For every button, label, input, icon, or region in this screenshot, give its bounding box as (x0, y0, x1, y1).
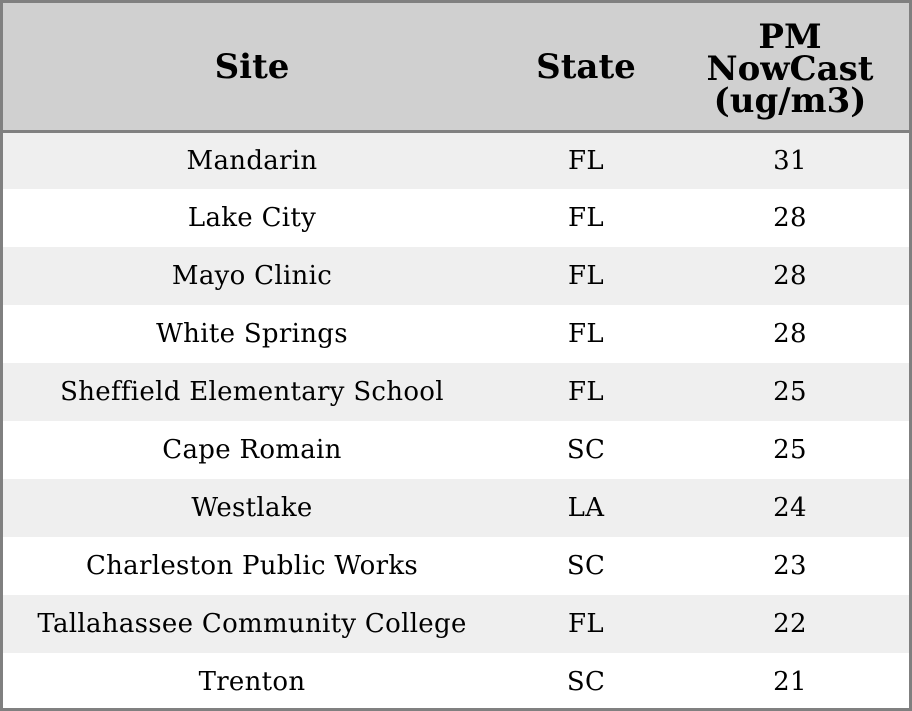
header-pm-line-1: PM (758, 16, 822, 57)
header-site (3, 3, 501, 132)
cell-state: FL (501, 305, 671, 363)
table-row (3, 363, 909, 421)
cell-state: SC (501, 653, 671, 711)
table-header (3, 3, 909, 132)
header-state-label: State (536, 46, 636, 87)
table-row (3, 537, 909, 595)
cell-pm-nowcast: 24 (671, 479, 909, 537)
cell-state: FL (501, 189, 671, 247)
header-row (3, 3, 909, 132)
table-row (3, 479, 909, 537)
table-row (3, 421, 909, 479)
cell-state: SC (501, 421, 671, 479)
table-row (3, 132, 909, 190)
cell-pm-nowcast: 22 (671, 595, 909, 653)
cell-site: Cape Romain (3, 421, 501, 479)
cell-site: Lake City (3, 189, 501, 247)
cell-pm-nowcast: 28 (671, 189, 909, 247)
cell-pm-nowcast: 23 (671, 537, 909, 595)
cell-pm-nowcast: 28 (671, 247, 909, 305)
header-pm-line-3: (ug/m3) (713, 80, 867, 121)
table-row (3, 247, 909, 305)
cell-site: Trenton (3, 653, 501, 711)
table-row (3, 653, 909, 711)
header-pm-line-2: NowCast (706, 48, 874, 89)
header-site-label: Site (214, 46, 290, 87)
cell-site: Westlake (3, 479, 501, 537)
cell-site: Tallahassee Community College (3, 595, 501, 653)
cell-site: Charleston Public Works (3, 537, 501, 595)
cell-state: SC (501, 537, 671, 595)
cell-pm-nowcast: 25 (671, 421, 909, 479)
cell-pm-nowcast: 31 (671, 132, 909, 190)
cell-state: LA (501, 479, 671, 537)
cell-state: FL (501, 595, 671, 653)
cell-pm-nowcast: 28 (671, 305, 909, 363)
cell-state: FL (501, 132, 671, 190)
cell-pm-nowcast: 21 (671, 653, 909, 711)
cell-state: FL (501, 247, 671, 305)
cell-site: Mayo Clinic (3, 247, 501, 305)
cell-pm-nowcast: 25 (671, 363, 909, 421)
cell-site: White Springs (3, 305, 501, 363)
cell-site: Sheffield Elementary School (3, 363, 501, 421)
header-pm-nowcast (671, 3, 909, 132)
table-row (3, 189, 909, 247)
header-state (501, 3, 671, 132)
cell-site: Mandarin (3, 132, 501, 190)
cell-state: FL (501, 363, 671, 421)
pm-nowcast-table (3, 3, 909, 711)
table-body (3, 132, 909, 711)
table-row (3, 305, 909, 363)
table-row (3, 595, 909, 653)
